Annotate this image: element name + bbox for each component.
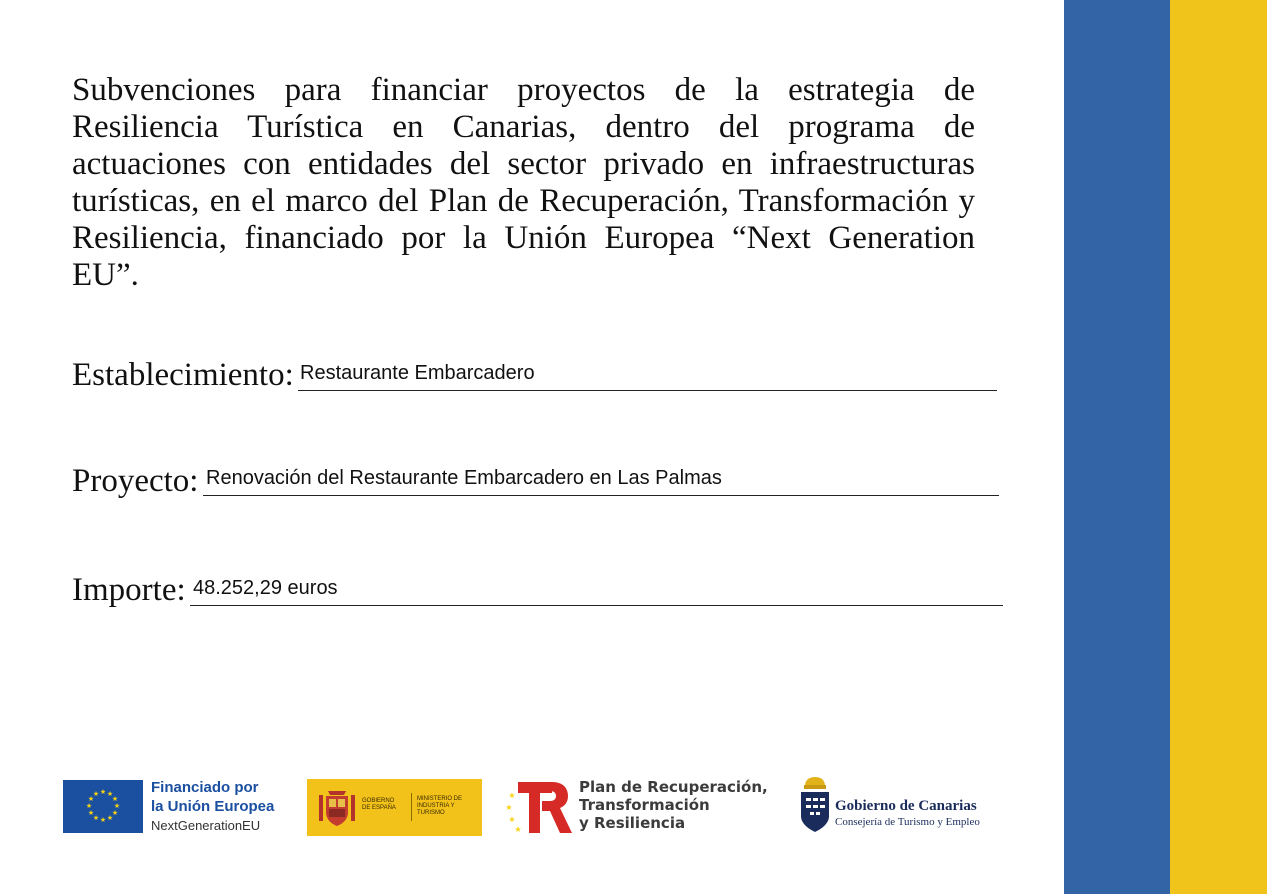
- canarias-line-2: Consejería de Turismo y Empleo: [835, 816, 980, 828]
- ministerio-text: MINISTERIO DE INDUSTRIA Y TURISMO: [417, 796, 463, 816]
- svg-text:★: ★: [111, 795, 119, 803]
- proyecto-underline: [203, 495, 999, 496]
- svg-text:★: ★: [92, 814, 100, 822]
- svg-text:★: ★: [113, 802, 121, 810]
- plan-line-2: Transformación: [579, 796, 710, 814]
- establecimiento-underline: [298, 390, 997, 391]
- svg-text:★: ★: [508, 815, 516, 824]
- intro-paragraph: Subvenciones para financiar proyectos de la estrategia de Resiliencia Turística en Canarias, dentro del programa de actuaciones con entidades del sector privado en infraestructuras turísticas, en el marco del Plan de Recuperación, Transformación y Resiliencia, financiado por la Unión Europea “Next Generation EU”.: [72, 72, 975, 293]
- spain-coat-of-arms-icon: [315, 785, 359, 829]
- svg-text:★: ★: [99, 788, 107, 796]
- importe-underline: [190, 605, 1003, 606]
- svg-text:★: ★: [514, 825, 522, 834]
- eu-flag-icon: [63, 780, 143, 833]
- importe-value: 48.252,29 euros: [193, 577, 338, 599]
- svg-text:★: ★: [508, 791, 516, 800]
- plan-line-1: Plan de Recuperación,: [579, 778, 768, 796]
- svg-text:★: ★: [505, 803, 513, 812]
- importe-label: Importe:: [72, 572, 186, 608]
- establecimiento-field: [72, 355, 997, 395]
- eu-line-3: NextGenerationEU: [151, 818, 261, 833]
- gobierno-espana-divider: [411, 793, 412, 821]
- proyecto-value: Renovación del Restaurante Embarcadero en Las Palmas: [206, 467, 722, 489]
- gobierno-espana-text: GOBIERNO DE ESPAÑA: [362, 798, 396, 811]
- svg-text:★: ★: [85, 802, 93, 810]
- svg-text:★: ★: [87, 795, 95, 803]
- establecimiento-label: Establecimiento:: [72, 357, 294, 393]
- svg-text:★: ★: [87, 809, 95, 817]
- proyecto-label: Proyecto:: [72, 463, 199, 499]
- gobierno-canarias-logo: [798, 774, 1008, 836]
- eu-line-1: Financiado por: [151, 779, 259, 796]
- canarias-line-1: Gobierno de Canarias: [835, 798, 977, 814]
- importe-field: [72, 570, 1003, 610]
- tr-emblem-icon: [504, 778, 576, 838]
- svg-text:★: ★: [99, 816, 107, 824]
- blue-stripe: [1064, 0, 1170, 894]
- gobierno-espana-logo: [307, 779, 482, 836]
- eu-funding-logo: [63, 778, 293, 836]
- eu-line-2: la Unión Europea: [151, 798, 275, 815]
- svg-text:★: ★: [92, 790, 100, 798]
- svg-text:★: ★: [106, 790, 114, 798]
- plan-recuperacion-logo: [504, 776, 779, 838]
- yellow-stripe: [1170, 0, 1267, 894]
- svg-text:★: ★: [111, 809, 119, 817]
- plan-line-3: y Resiliencia: [579, 814, 686, 832]
- canarias-coat-of-arms-icon: [798, 774, 832, 834]
- svg-text:★: ★: [106, 814, 114, 822]
- proyecto-field: [72, 458, 999, 498]
- establecimiento-value: Restaurante Embarcadero: [300, 362, 535, 384]
